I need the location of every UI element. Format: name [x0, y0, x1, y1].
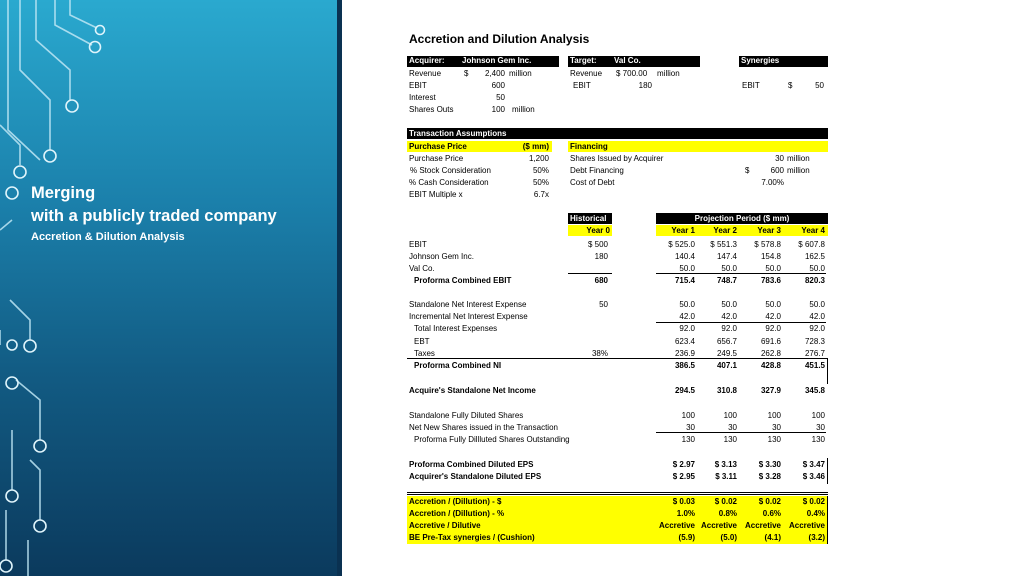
year-value: 50.0	[721, 264, 737, 273]
year-header: Year 1	[671, 226, 695, 235]
year-value: $ 2.95	[672, 472, 695, 481]
year-value: 100	[723, 411, 737, 420]
year-value: Accretive	[700, 521, 737, 530]
target-row-value: 180	[638, 81, 652, 90]
purchase-price-header: Purchase Price	[409, 142, 467, 151]
row-label: Proforma Combined Diluted EPS	[409, 460, 534, 469]
year-value: $ 525.0	[668, 240, 695, 249]
transaction-row-value: 50%	[532, 178, 549, 187]
year-value: 100	[811, 411, 825, 420]
financing-row-unit: million	[787, 154, 810, 163]
unit-header: ($ mm)	[522, 142, 549, 151]
year-value: $ 578.8	[754, 240, 781, 249]
row-label: Proforma Fully Dillluted Shares Outstanding	[414, 435, 570, 444]
year-value: 0.4%	[806, 509, 825, 518]
year-value: 50.0	[679, 264, 695, 273]
year-value: 276.7	[804, 349, 825, 358]
year-value: (5.0)	[720, 533, 737, 542]
year-value: 42.0	[809, 312, 825, 321]
year-value: 50.0	[765, 300, 781, 309]
sheet-title: Accretion and Dilution Analysis	[409, 32, 590, 46]
acquirer-label: Acquirer:	[409, 56, 445, 65]
rule	[827, 458, 828, 484]
year-value: 386.5	[674, 361, 695, 370]
slide-subtitle: Accretion & Dilution Analysis	[31, 231, 185, 243]
year-value: $ 3.13	[714, 460, 737, 469]
year-value: 407.1	[716, 361, 737, 370]
row-label: BE Pre-Tax synergies / (Cushion)	[409, 533, 535, 542]
acq-row-label: EBIT	[409, 81, 427, 90]
year-value: $ 0.03	[672, 497, 695, 506]
year-value: 0.6%	[762, 509, 781, 518]
year-value: 130	[681, 435, 695, 444]
financing-row-value: 7.00%	[761, 178, 784, 187]
row-label: Incremental Net Interest Expense	[409, 312, 528, 321]
row-label: Acquirer's Standalone Diluted EPS	[409, 472, 542, 481]
slide-title-line1: Merging	[31, 184, 96, 202]
year-value: 42.0	[679, 312, 695, 321]
year-value: $ 2.97	[672, 460, 695, 469]
row-label: EBT	[414, 337, 430, 346]
row-label: Accretion / (Dillution) - %	[409, 509, 505, 518]
historical-value: 50	[599, 300, 608, 309]
row-label: Accretion / (Dillution) - $	[409, 497, 502, 506]
year-value: 154.8	[760, 252, 781, 261]
year-value: 691.6	[760, 337, 781, 346]
transaction-row-label: Purchase Price	[409, 154, 464, 163]
year-value: (5.9)	[678, 533, 695, 542]
year-value: 783.6	[760, 276, 781, 285]
slide-title-line2: with a publicly traded company	[31, 207, 277, 225]
year-value: (4.1)	[764, 533, 781, 542]
year-value: 130	[811, 435, 825, 444]
historical-value: 38%	[591, 349, 608, 358]
year-value: 715.4	[674, 276, 695, 285]
financing-row-dollar: $	[745, 166, 750, 175]
year-value: 345.8	[804, 386, 825, 395]
rule	[568, 273, 612, 274]
year-value: 236.9	[674, 349, 695, 358]
synergies-value: 50	[815, 81, 824, 90]
year-header: Year 3	[757, 226, 781, 235]
acq-row-unit: million	[509, 69, 532, 78]
year-value: 50.0	[679, 300, 695, 309]
row-label: Val Co.	[409, 264, 435, 273]
year-value: 451.5	[804, 361, 825, 370]
synergies-dollar: $	[788, 81, 793, 90]
year-value: 42.0	[721, 312, 737, 321]
rule	[407, 358, 828, 359]
year-value: 50.0	[765, 264, 781, 273]
year-value: 130	[723, 435, 737, 444]
double-rule	[407, 492, 828, 495]
historical-value: $ 500	[587, 240, 608, 249]
year-value: 130	[767, 435, 781, 444]
acq-row-value: 2,400	[484, 69, 505, 78]
row-label: EBIT	[409, 240, 427, 249]
row-label: Accretive / Dilutive	[409, 521, 481, 530]
year-value: 50.0	[721, 300, 737, 309]
financing-header: Financing	[570, 142, 608, 151]
rule	[656, 432, 826, 433]
year-value: $ 3.30	[758, 460, 781, 469]
year-value: 294.5	[674, 386, 695, 395]
year-header: Year 2	[713, 226, 737, 235]
year-value: $ 0.02	[758, 497, 781, 506]
row-label: Johnson Gem Inc.	[409, 252, 474, 261]
target-row-label: EBIT	[573, 81, 591, 90]
row-label: Taxes	[414, 349, 435, 358]
transaction-row-value: 50%	[532, 166, 549, 175]
target-row-unit: million	[657, 69, 680, 78]
acq-row-value: 100	[491, 105, 505, 114]
year-value: 262.8	[760, 349, 781, 358]
year-value: (3.2)	[808, 533, 825, 542]
financing-row-value: 30	[775, 154, 784, 163]
year-value: 30	[772, 423, 781, 432]
target-row-label: Revenue	[570, 69, 603, 78]
year-value: $ 551.3	[710, 240, 737, 249]
acq-row-label: Interest	[409, 93, 436, 102]
year-value: 92.0	[809, 324, 825, 333]
financing-row-unit: million	[787, 166, 810, 175]
projection-header: Projection Period ($ mm)	[694, 214, 790, 223]
historical-value: 180	[594, 252, 608, 261]
synergies-row-label: EBIT	[742, 81, 760, 90]
row-label: Proforma Combined NI	[414, 361, 502, 370]
year-value: Accretive	[658, 521, 695, 530]
year-value: $ 3.47	[802, 460, 825, 469]
year-value: 140.4	[674, 252, 695, 261]
transaction-row-value: 6.7x	[533, 190, 549, 199]
year0-header: Year 0	[586, 226, 610, 235]
year-value: 1.0%	[676, 509, 695, 518]
transaction-row-label: % Cash Consideration	[409, 178, 489, 187]
transaction-row-value: 1,200	[528, 154, 549, 163]
year-value: 656.7	[716, 337, 737, 346]
row-label: Total Interest Expenses	[414, 324, 498, 333]
year-value: 92.0	[765, 324, 781, 333]
year-value: 162.5	[804, 252, 825, 261]
financing-row-label: Debt Financing	[570, 166, 624, 175]
year-value: 50.0	[809, 264, 825, 273]
year-header: Year 4	[801, 226, 825, 235]
year-value: Accretive	[744, 521, 781, 530]
year-value: 820.3	[804, 276, 825, 285]
row-label: Net New Shares issued in the Transaction	[409, 423, 558, 432]
year-value: 728.3	[804, 337, 825, 346]
year-value: 0.8%	[718, 509, 737, 518]
year-value: 623.4	[674, 337, 695, 346]
year-value: 100	[767, 411, 781, 420]
rule	[656, 273, 826, 274]
synergies-label: Synergies	[741, 56, 780, 65]
year-value: $ 0.02	[802, 497, 825, 506]
historical-header: Historical	[570, 214, 607, 223]
year-value: $ 607.8	[798, 240, 825, 249]
year-value: 92.0	[679, 324, 695, 333]
row-label: Proforma Combined EBIT	[414, 276, 512, 285]
transaction-row-label: EBIT Multiple x	[409, 190, 463, 199]
year-value: 50.0	[809, 300, 825, 309]
financing-row-label: Cost of Debt	[570, 178, 615, 187]
rule	[656, 322, 826, 323]
year-value: 327.9	[760, 386, 781, 395]
target-name: Val Co.	[614, 56, 641, 65]
year-value: 428.8	[760, 361, 781, 370]
transaction-row-label: % Stock Consideration	[410, 166, 491, 175]
financing-row-label: Shares Issued by Acquirer	[570, 154, 664, 163]
acq-row-value: 600	[491, 81, 505, 90]
row-label: Standalone Net Interest Expense	[409, 300, 527, 309]
transaction-header: Transaction Assumptions	[409, 129, 507, 138]
year-value: 30	[728, 423, 737, 432]
acquirer-name: Johnson Gem Inc.	[462, 56, 532, 65]
year-value: $ 3.28	[758, 472, 781, 481]
row-label: Standalone Fully Diluted Shares	[409, 411, 524, 420]
year-value: Accretive	[788, 521, 825, 530]
year-value: 92.0	[721, 324, 737, 333]
year-value: 249.5	[716, 349, 737, 358]
year-value: 42.0	[765, 312, 781, 321]
year-value: $ 3.11	[715, 472, 737, 481]
year-value: 100	[681, 411, 695, 420]
year-value: 30	[686, 423, 695, 432]
year-value: 30	[816, 423, 825, 432]
rule	[827, 358, 828, 384]
financing-row-value: 600	[770, 166, 784, 175]
acq-row-label: Shares Outs	[409, 105, 454, 114]
target-row-value: $ 700.00	[616, 69, 648, 78]
year-value: 147.4	[716, 252, 737, 261]
year-value: 748.7	[716, 276, 737, 285]
rule	[827, 496, 828, 544]
row-label: Acquire's Standalone Net Income	[409, 386, 536, 395]
year-value: 310.8	[716, 386, 737, 395]
year-value: $ 3.46	[802, 472, 825, 481]
acq-row-value: 50	[496, 93, 505, 102]
acq-row-unit: million	[512, 105, 535, 114]
target-label: Target:	[570, 56, 597, 65]
historical-value: 680	[594, 276, 608, 285]
acq-row-dollar: $	[464, 69, 469, 78]
acq-row-label: Revenue	[409, 69, 442, 78]
year-value: $ 0.02	[714, 497, 737, 506]
